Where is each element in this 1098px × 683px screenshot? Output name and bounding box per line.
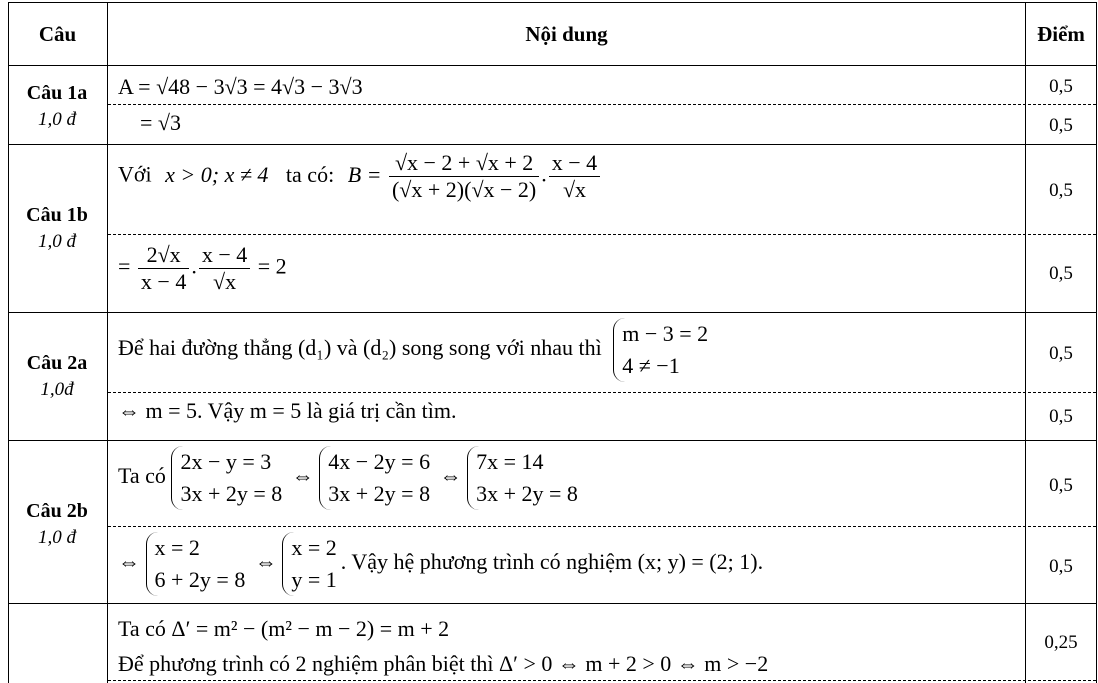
- denominator: x − 4: [140, 269, 187, 294]
- score-value: 0,5: [1049, 76, 1073, 97]
- answer-line: = √3: [140, 110, 181, 135]
- equation-system: [319, 446, 434, 510]
- fraction: [549, 150, 600, 203]
- answer-line: Để phương trình có 2 nghiệm phân biệt thì Δ′ > 0 ⇔ m + 2 > 0 ⇔ m > −2: [118, 651, 769, 676]
- equation: 3x + 2y = 8: [180, 480, 283, 506]
- header-score: Điểm: [1037, 22, 1085, 46]
- equation: m − 3 = 2: [622, 321, 709, 346]
- row-border: [8, 440, 1096, 441]
- equation: 7x = 14: [476, 449, 544, 474]
- score-value: 0,25: [1044, 632, 1078, 653]
- question-points: 1,0 đ: [38, 231, 76, 252]
- expr-lhs: B =: [347, 161, 382, 187]
- question-points: 1,0 đ: [38, 527, 76, 548]
- answer-line: Ta có Δ′ = m² − (m² − m − 2) = m + 2: [118, 616, 450, 641]
- text-mid: ta có:: [285, 161, 335, 187]
- sub-row-border: [108, 392, 1096, 393]
- question-points: 1,0đ: [40, 379, 74, 400]
- text-lead: Để hai đường thẳng (d₁) và (d₂) song song với nhau thì: [118, 334, 602, 360]
- conclusion-text: . Vậy hệ phương trình có nghiệm (x; y) = (2; 1).: [340, 548, 764, 574]
- sub-row-border: [108, 104, 1096, 105]
- score-value: 0,5: [1049, 406, 1073, 427]
- equation: 3x + 2y = 8: [328, 480, 431, 506]
- answer-line: = $\frac{2√x}{x - 4}$ . $\frac{x - 4}{√x}$ = 2: [118, 242, 287, 294]
- equation: 3x + 2y = 8: [476, 480, 578, 506]
- row-border: [8, 603, 1096, 604]
- score-value: 0,5: [1049, 343, 1073, 364]
- denominator: √x: [562, 177, 587, 202]
- equivalence-sign: ⇔: [254, 548, 277, 574]
- answer-line: A = √48 − 3√3 = 4√3 − 3√3: [118, 74, 363, 99]
- score-value: 0,5: [1049, 263, 1073, 284]
- row-border: [8, 144, 1096, 145]
- equation-system: [613, 318, 712, 382]
- result: = 2: [257, 253, 287, 279]
- question-label: [8, 352, 106, 401]
- score-value: 0,5: [1049, 556, 1073, 577]
- equivalence-sign: ⇔: [118, 548, 140, 574]
- score-value: 0,5: [1049, 115, 1073, 136]
- question-label: [8, 500, 106, 549]
- numerator: √x − 2 + √x + 2: [389, 150, 539, 177]
- equals-sign: =: [118, 253, 131, 279]
- table-right-border: [1096, 2, 1097, 683]
- condition: x > 0; x ≠ 4: [165, 161, 269, 187]
- equation-system: [146, 532, 250, 596]
- equation: x = 2: [154, 535, 200, 560]
- sub-row-border: [108, 234, 1096, 235]
- answer-line: [118, 446, 582, 510]
- equation: 4 ≠ −1: [622, 352, 680, 378]
- row-border: [8, 312, 1096, 313]
- sub-row-border: [108, 526, 1096, 527]
- header-bottom-border: [8, 65, 1096, 66]
- fraction: [389, 150, 539, 203]
- question-number: Câu 2a: [26, 352, 88, 374]
- equation-system: [467, 446, 582, 510]
- score-value: 0,5: [1049, 475, 1073, 496]
- equation-system: [282, 532, 340, 596]
- text-lead: Với: [118, 161, 152, 187]
- fraction: [199, 242, 250, 295]
- question-number: Câu 1a: [26, 82, 88, 104]
- header-content: Nội dung: [525, 22, 608, 46]
- numerator: x − 4: [549, 150, 600, 177]
- answer-line: Với x > 0; x ≠ 4 ta có: B = $\frac{√x - 2 + √x + 2}{(√x + 2)(√x - 2)}$ . $\frac{x - 4}{√x}$: [118, 150, 602, 203]
- question-label: [8, 204, 106, 253]
- equation: 2x − y = 3: [180, 449, 272, 474]
- equivalence-sign: ⇔: [291, 462, 314, 488]
- equivalence-sign: ⇔: [439, 462, 462, 488]
- text-lead: Ta có: [118, 462, 166, 488]
- fraction: [138, 242, 189, 295]
- numerator: 2√x: [138, 242, 189, 269]
- answer-line: [118, 532, 763, 596]
- header-question: Câu: [38, 22, 77, 46]
- question-number: Câu 1b: [26, 204, 88, 226]
- table-top-border: [8, 2, 1096, 3]
- sub-row-border: [108, 680, 1096, 681]
- answer-line: ⇔ m = 5. Vậy m = 5 là giá trị cần tìm.: [118, 398, 457, 423]
- equation: 6 + 2y = 8: [154, 566, 246, 592]
- numerator: x − 4: [199, 242, 250, 269]
- equation-system: [171, 446, 286, 510]
- column-divider: [107, 2, 108, 683]
- equation: x = 2: [291, 535, 337, 560]
- equation: 4x − 2y = 6: [328, 449, 431, 474]
- question-number: Câu 2b: [26, 500, 88, 522]
- denominator: (√x + 2)(√x − 2): [391, 177, 537, 202]
- equation: y = 1: [291, 566, 337, 592]
- score-value: 0,5: [1049, 180, 1073, 201]
- answer-line: [118, 318, 712, 382]
- question-points: 1,0 đ: [38, 109, 76, 130]
- question-label: [8, 82, 106, 131]
- denominator: √x: [213, 269, 237, 294]
